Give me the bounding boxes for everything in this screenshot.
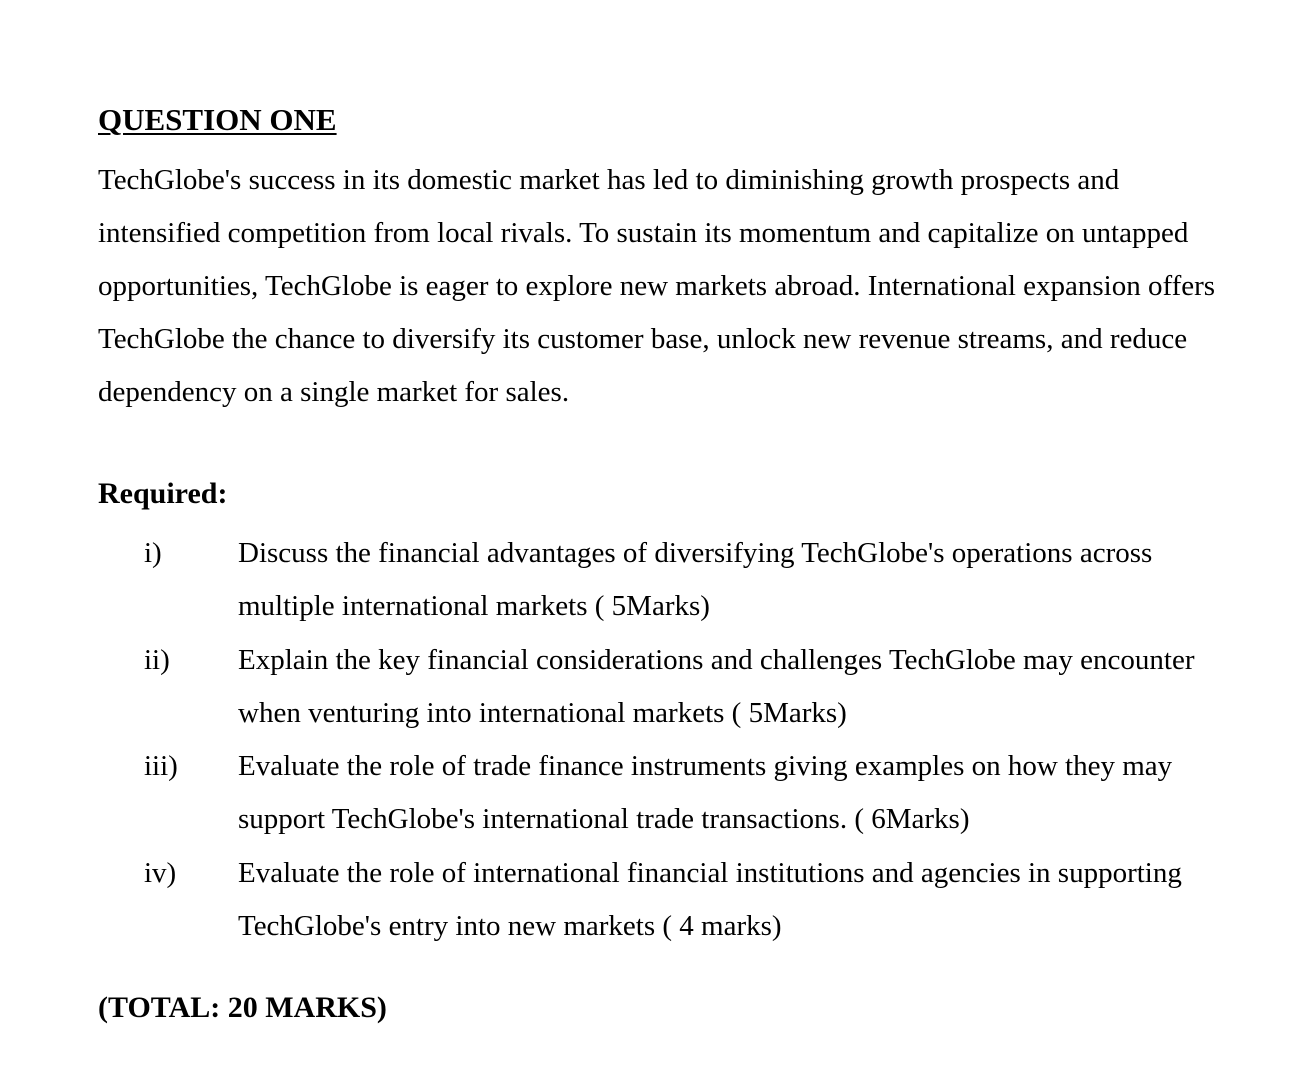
intro-line: opportunities, TechGlobe is eager to explore new markets abroad. International expansion offers: [98, 270, 1216, 302]
total-marks: (TOTAL: 20 MARKS): [98, 991, 387, 1024]
item-text: [238, 847, 1182, 953]
list-item: [0, 740, 1313, 847]
intro-line: TechGlobe the chance to diversify its customer base, unlock new revenue streams, and reduce: [98, 323, 1188, 355]
item-text: [238, 740, 1172, 846]
intro-line: TechGlobe's success in its domestic market has led to diminishing growth prospects and: [98, 164, 1120, 196]
intro-line: dependency on a single market for sales.: [98, 376, 570, 408]
item-line: when venturing into international markets ( 5Marks): [238, 696, 847, 729]
list-item: [0, 527, 1313, 634]
item-number: i): [144, 537, 162, 569]
item-line: multiple international markets ( 5Marks): [238, 590, 710, 622]
required-label: Required:: [98, 477, 228, 510]
item-line: support TechGlobe's international trade transactions. ( 6Marks): [238, 803, 970, 835]
item-line: Discuss the financial advantages of diversifying TechGlobe's operations across: [238, 537, 1153, 569]
list-item: [0, 847, 1313, 954]
item-line: TechGlobe's entry into new markets ( 4 marks): [238, 909, 782, 942]
question-heading: QUESTION ONE: [98, 102, 337, 137]
list-item: [0, 634, 1313, 741]
intro-line: intensified competition from local rivals. To sustain its momentum and capitalize on untapped: [98, 217, 1189, 249]
item-line: Evaluate the role of trade finance instruments giving examples on how they may: [238, 750, 1173, 782]
item-line: Explain the key financial considerations and challenges TechGlobe may encounter: [238, 643, 1195, 676]
question-intro: [98, 154, 1298, 419]
item-line: Evaluate the role of international financial institutions and agencies in supporting: [238, 856, 1182, 889]
item-number: iii): [144, 750, 178, 782]
item-number: ii): [144, 643, 170, 676]
item-number: iv): [144, 856, 177, 889]
item-text: [238, 634, 1195, 740]
requirement-list: [0, 527, 1313, 953]
item-text: [238, 527, 1152, 633]
